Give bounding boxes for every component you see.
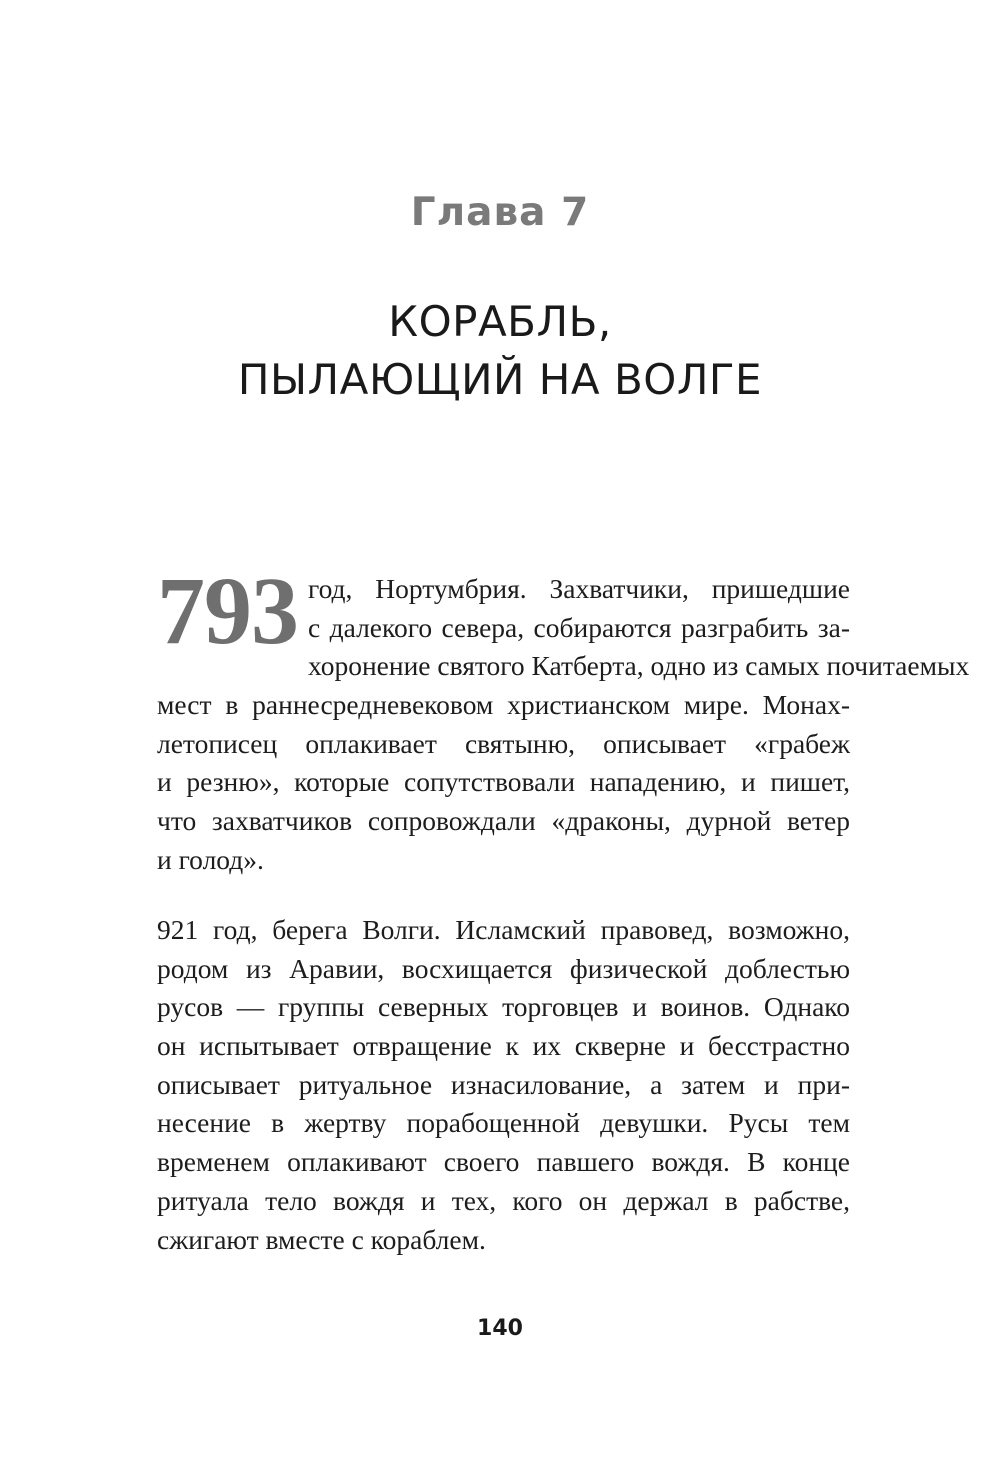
text-line: и голод». [157, 843, 264, 875]
text-line: сжигают вместе с кораблем. [157, 1223, 486, 1255]
chapter-title-line-1: КОРАБЛЬ, [388, 297, 612, 346]
text-line: и резню», которые сопутствовали нападению, и пишет, [157, 766, 850, 798]
page-number: 140 [477, 1316, 523, 1341]
text-line: русов — группы северных торговцев и воинов. Однако [157, 991, 850, 1023]
text-line: временем оплакивают своего павшего вождя. В конце [157, 1146, 850, 1178]
text-line: летописец оплакивает святыню, описывает «грабеж [157, 727, 850, 759]
text-line: мест в раннесредневековом христианском мире. Монах- [157, 689, 850, 721]
chapter-label: Глава 7 [410, 190, 590, 235]
drop-cap-year: 793 [157, 557, 298, 664]
text-line: родом из Аравии, восхищается физической доблестью [157, 952, 850, 984]
text-line: ритуала тело вождя и тех, кого он держал в рабстве, [157, 1184, 850, 1216]
text-line: описывает ритуальное изнасилование, а затем и при- [157, 1068, 850, 1100]
paragraph-1 [157, 557, 970, 880]
text-line: год, Нортумбрия. Захватчики, пришедшие [308, 573, 850, 604]
text-line: 921 год, берега Волги. Исламский правовед, возможно, [157, 914, 850, 945]
text-line: хоронение святого Катберта, одно из самых почитаемых [308, 650, 970, 682]
text-line: с далекого севера, собираются разграбить за- [308, 611, 850, 643]
chapter-title [0, 293, 1000, 409]
text-line: что захватчиков сопровождали «драконы, дурной ветер [157, 805, 850, 837]
text-line: несение в жертву порабощенной девушки. Русы тем [157, 1107, 850, 1139]
chapter-title-line-2: ПЫЛАЮЩИЙ НА ВОЛГЕ [237, 355, 763, 404]
paragraph-2 [157, 911, 850, 1259]
text-line: он испытывает отвращение к их скверне и бесстрастно [157, 1030, 850, 1062]
